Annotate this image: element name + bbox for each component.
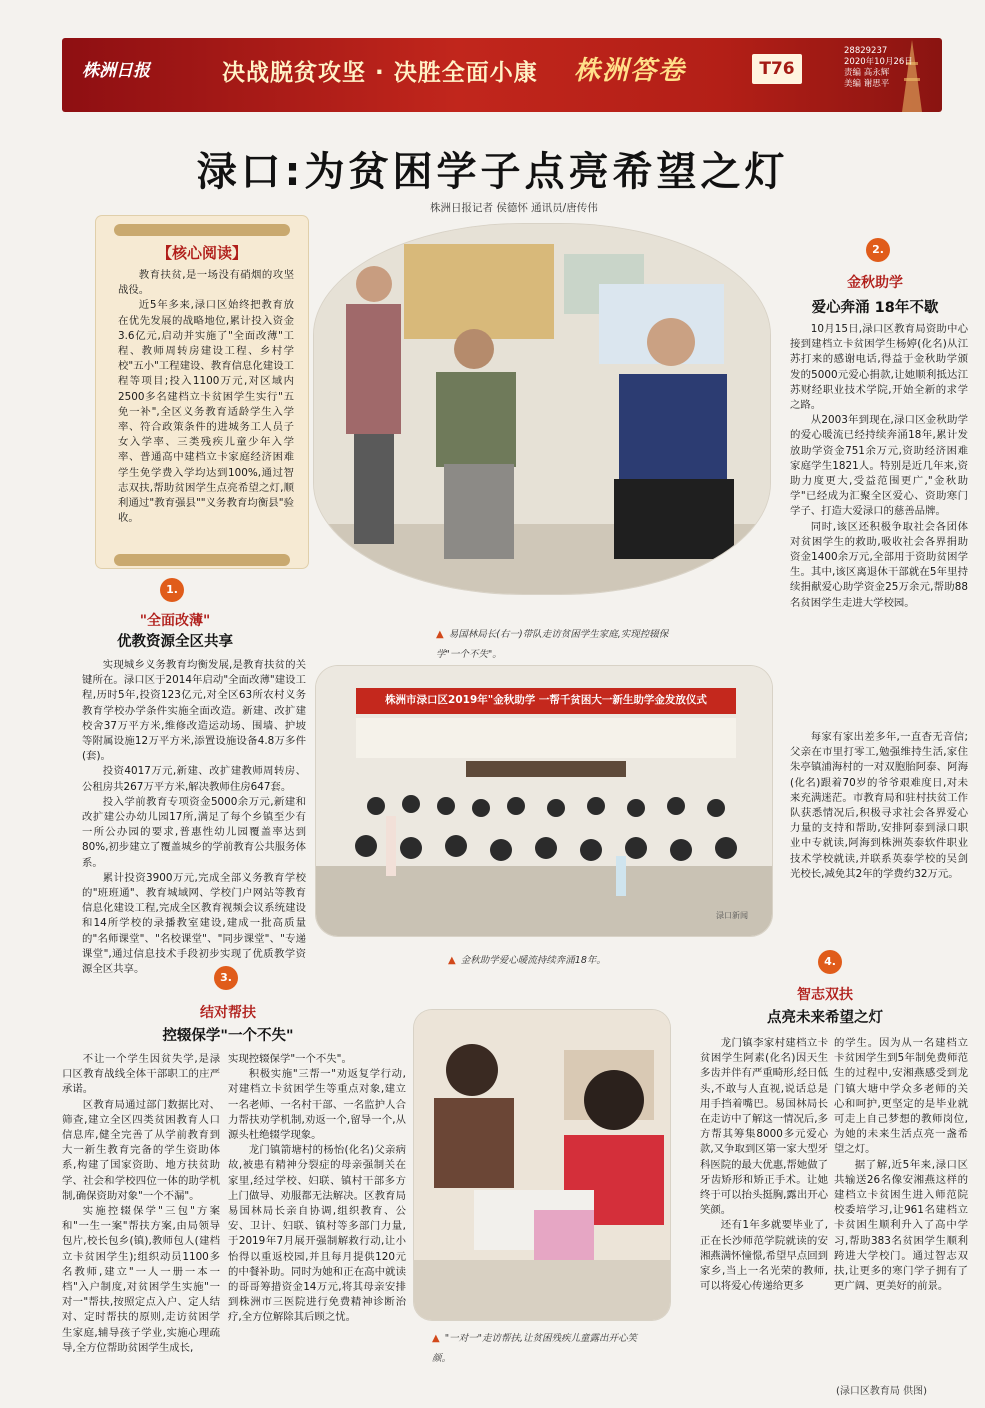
page-number: T76 (752, 54, 802, 84)
caption-marker-icon: ▲ (448, 955, 456, 966)
banner-slogan: 决战脱贫攻坚 · 决胜全面小康 (222, 60, 538, 86)
caption-photo3: ▲ "一对一"走访帮扶,让贫困残疾儿童露出开心笑颜。 (432, 1333, 638, 1364)
section-1-subhead: 优教资源全区共享 (117, 634, 233, 650)
visit-illustration (414, 1010, 670, 1320)
photo-ceremony (316, 666, 772, 936)
section-4-subhead: 点亮未来希望之灯 (767, 1010, 883, 1026)
section-2-kicker: 金秋助学 (847, 275, 903, 291)
section-3-kicker: 结对帮扶 (200, 1005, 256, 1021)
caption-photo1: ▲ 易国林局长(右一)带队走访贫困学生家庭,实现控辍保学"一个不失"。 (436, 629, 669, 660)
photo-watermark: 渌口新闻 (716, 911, 748, 920)
section-4-text-col2: 的学生。因为从一名建档立卡贫困学生到5年制免费师范生的过程中,安湘燕感受到龙门镇大塘中学众多老师的关心和呵护,更坚定的是毕业就可走上自己梦想的教师岗位,为她的未来生活点亮一盏希望之灯。 据了解,近5年来,渌口区共输送26名像安湘燕这样的建档立卡贫困生进入师范院校委培学习,让961名建档立卡贫困生顺利升入了高中学习,帮助383名贫困学生顺利跨进大学校门。通过智志双扶,让更多的寒门学子拥有了更广阔、更美好的前景。 (834, 1037, 968, 1293)
caption-marker-icon: ▲ (436, 629, 444, 640)
core-reading-title: 【核心阅读】 (156, 244, 247, 262)
section-3-text-col2: 实现控辍保学"一个不失"。 积极实施"三帮一"劝返复学行动,对建档立卡贫困学生等重点对象,建立一名老师、一名村干部、一名监护人合力帮扶劝学机制,劝返一个,留导一个,从源头杜绝辍学现象。 龙门镇箭塘村的杨怡(化名)父亲病故,被患有精神分裂症的母亲强制关在家里,经过学校、妇联、镇村干部多方上门做导、劝服都无法解决。区教育局易国林局长亲自协调,组织教育、公安、卫计、妇联、镇村等多部门力量,于2019年7月展开强制解救行动,让小怡得以重返校园,并且每月提供120元的中餐补助。同时为她和正在高中就读的哥哥筹措资金14万元,将其母亲安排到株洲市三医院进行免费精神诊断治疗,全方位解除其后顾之忧。 (228, 1053, 406, 1324)
section-1-icon: 1. (160, 578, 184, 602)
section-1-text: 实现城乡义务教育均衡发展,是教育扶贫的关键所在。渌口区于2014年启动"全面改薄"建设工程,历时5年,投资123亿元,对全区63所农村义务教育学校办学条件实施全面改造。新建、改扩建校舍37万平方米,维修改造运动场、围墙、护坡等附属设施12万平方米,添置设施设备4.8万多件(套)。 投资4017万元,新建、改扩建教师周转房、公租房共267万平方米,解决教师住房647套。 投入学前教育专项资金5000余万元,新建和改扩建公办幼儿园17所,满足了每个乡镇至少有一所公办园的要求,普惠性幼儿园覆盖率达到80%,初步建立了覆盖城乡的学前教育公共服务体系。 累计投资3900万元,完成全部义务教育学校的"班班通"、教育城域网、学校门户网站等教育信息化建设工程,完成全区教育视频会议系统建设和14所学校的录播教室建设,建成一批高质量的"名师课堂"、"名校课堂"、"同步课堂"、"专递课堂",通过信息技术手段初步实现了优质教学资源全区共享。 (82, 659, 306, 976)
caption-marker-icon: ▲ (432, 1333, 440, 1344)
scroll-decoration-icon (114, 554, 290, 566)
photo-home-visit (314, 224, 770, 594)
section-4-text-col1: 龙门镇李家村建档立卡贫困学生阿素(化名)因天生多齿并伴有严重畸形,经日低头,不敢与人直视,说话总是用手挡着嘴巴。易国林局长在走访中了解这一情况后,多方帮其筹集8000多元爱心款,又争取到区第一家大型牙科医院的最大优惠,帮她做了牙齿矫形和矫正手术。让她终于可以抬头挺胸,露出开心笑颜。 还有1年多就要毕业了,正在长沙师范学院就读的安湘燕满怀憧憬,希望早点回到家乡,当上一名光荣的教师,可以将爱心传递给更多 (700, 1037, 828, 1293)
byline: 株洲日报记者 侯德怀 通讯员/唐传伟 (430, 202, 598, 214)
scroll-decoration-icon (114, 224, 290, 236)
core-reading-box (96, 216, 308, 568)
section-2-subhead: 爱心奔涌 18年不歇 (811, 300, 939, 316)
section-2-text-upper: 10月15日,渌口区教育局资助中心接到建档立卡贫困学生杨婷(化名)从江苏打来的感谢电话,得益于金秋助学颁发的5000元爱心捐款,让她顺利抵达江苏财经职业技术学院,开始全新的求学之路。 从2003年到现在,渌口区金秋助学的爱心暖流已经持续奔涌18年,累计发放助学资金751余万元,资助经济困难家庭学生1821人。特别是近几年来,资助力度更大,受益范围更广,"金秋助学"已经成为汇聚全区爱心、资助寒门学子、打造大爱渌口的慈善品牌。 同时,该区还积极争取社会各团体对贫困学生的救助,吸收社会各界捐助资金1400余万元,全部用于资助贫困学生。其中,该区离退休干部就在5年里持续捐献爱心助学资金25万余元,帮助88名贫困学生走进大学校园。 (790, 323, 968, 609)
page-banner (62, 38, 942, 112)
photo-one-on-one-visit (414, 1010, 670, 1320)
section-4-icon: 4. (818, 950, 842, 974)
home-visit-illustration (314, 224, 770, 594)
ceremony-banner-text: 株洲市渌口区2019年"金秋助学 一帮千贫困大一新生助学金发放仪式 (385, 694, 707, 706)
headline: 渌口:为贫困学子点亮希望之灯 (196, 149, 789, 195)
section-3-subhead: 控辍保学"一个不失" (162, 1028, 294, 1044)
section-2-text-lower: 每家有家出差多年,一直杳无音信;父亲在市里打零工,勉强维持生活,家住朱亭镇浦海村的一对双胞胎阿泰、阿海(化名)跟着70岁的爷爷艰难度日,对未来充满迷茫。市教育局和驻村扶贫工作队获悉情况后,积极寻求社会各界爱心力量的支持和帮助,安排阿泰到渌口职业中专就读,阿海到株洲英泰软件职业技术学校就读,并联系英泰学校的吴剑光校长,减免其2年的学费约32万元。 (790, 731, 968, 880)
section-4-kicker: 智志双扶 (797, 987, 853, 1003)
section-2-icon: 2. (866, 238, 890, 262)
section-1-kicker: "全面改薄" (139, 613, 211, 629)
issue-meta: 28829237 2020年10月26日 责编 高永辉 美编 谢思平 (844, 46, 913, 89)
section-3-icon: 3. (214, 966, 238, 990)
section-3-text-col1: 不让一个学生因贫失学,是渌口区教育战线全体干部职工的庄严承诺。 区教育局通过部门数据比对、筛查,建立全区四类贫困教育人口信息库,健全完善了从学前教育到大一新生教育完备的学生资助体系,构建了国家资助、地方扶贫助学、社会和学校四位一体的助学机制,确保资助对象"一个不漏"。 实施控辍保学"三包"方案和"一生一案"帮扶方案,由局领导包片,校长包乡(镇),教师包人(建档立卡贫困学生);组织动员1100多名教师,建立"一人一册一本一档"入户制度,对贫困学生实施"一对一"帮扶,按照定点入户、定人结对、定时帮扶的原则,走访贫困学生家庭,辅导孩子学业,实施心理疏导,全方位帮助贫困学生成长, (62, 1053, 220, 1354)
caption-photo2: ▲ 金秋助学爱心暖流持续奔涌18年。 (448, 955, 606, 966)
newspaper-logo: 株洲日报 (82, 61, 150, 81)
banner-brand: 株洲答卷 (574, 56, 687, 86)
photo-credit: (渌口区教育局 供图) (836, 1386, 927, 1397)
core-reading-text: 教育扶贫,是一场没有硝烟的攻坚战役。 近5年多来,渌口区始终把教育放在优先发展的战略地位,累计投入资金3.6亿元,启动并实施了"全面改薄"工程、教师周转房建设工程、乡村学校"五小"工程建设、教育信息化建设工程等项目;投入1100万元,对区域内2500多名建档立卡贫困学生实行"五免一补",全区义务教育适龄学生入学率、符合政策条件的进城务工人员子女入学率、三类残疾儿童少年入学率、普通高中建档立卡家庭经济困难学生免学费入学均达到100%,通过智志双扶,帮助贫困学生点亮希望之灯,顺利通过"教育强县""义务教育均衡县"验收。 (118, 269, 294, 525)
